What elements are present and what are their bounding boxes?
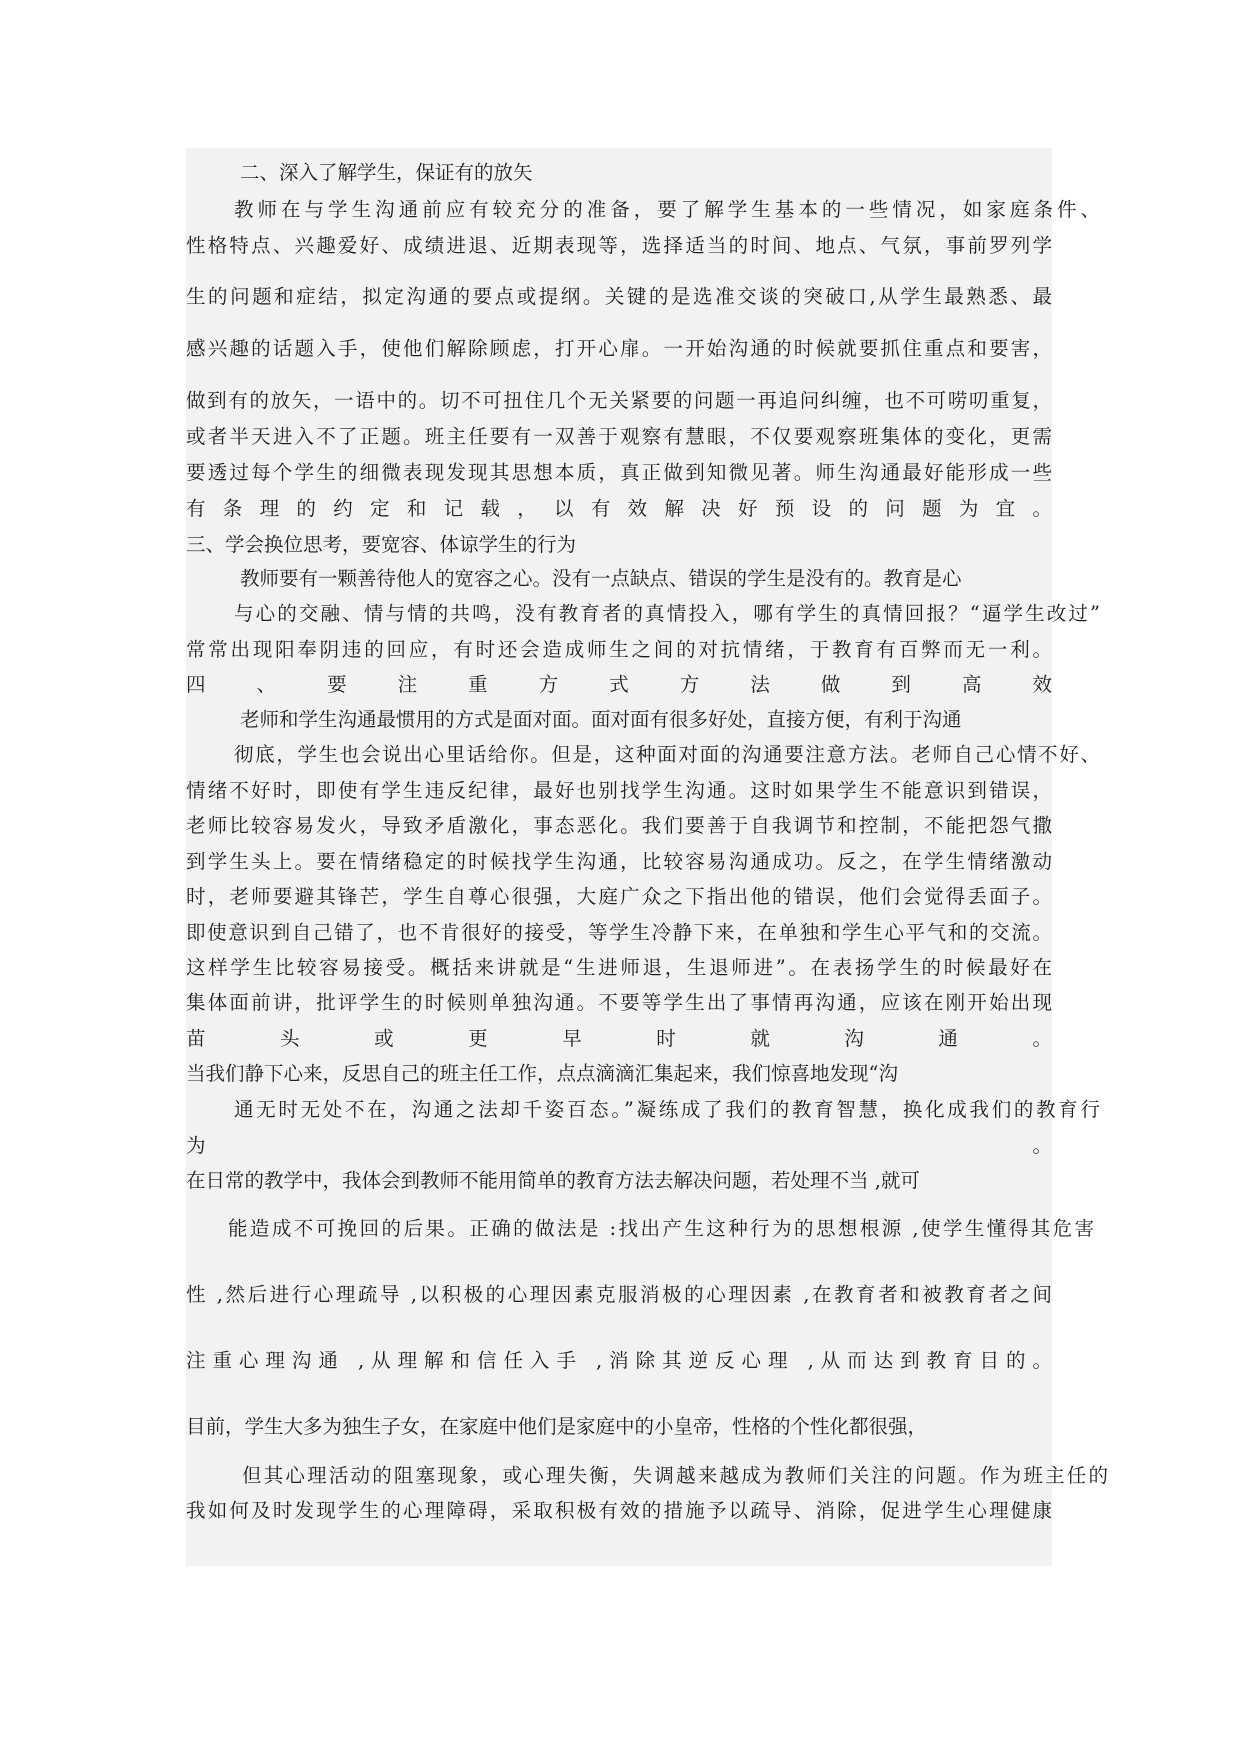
text-line: 通无时无处不在，沟通之法却千姿百态。”凝练成了我们的教育智慧，换化成我们的教育行 xyxy=(234,1098,1100,1121)
text-line: 与心的交融、情与情的共鸣，没有教育者的真情投入，哪有学生的真情回报？“逼学生改过” xyxy=(234,602,1100,625)
text-line: 彻底，学生也会说出心里话给你。但是，这种面对面的沟通要注意方法。老师自己心情不好、 xyxy=(234,743,1100,766)
text-line: 情绪不好时，即使有学生违反纪律，最好也别找学生沟通。这时如果学生不能意识到错误， xyxy=(186,779,1052,802)
text-line: 即使意识到自己错了，也不肯很好的接受，等学生冷静下来，在单独和学生心平气和的交流。 xyxy=(186,921,1052,944)
text-line: 目前，学生大多为独生子女，在家庭中他们是家庭中的小皇帝，性格的个性化都很强， xyxy=(186,1415,928,1438)
text-line: 集体面前讲，批评学生的时候则单独沟通。不要等学生出了事情再沟通，应该在刚开始出现 xyxy=(186,991,1052,1014)
text-line: 做到有的放矢，一语中的。切不可扭住几个无关紧要的问题一再追问纠缠，也不可唠叨重复， xyxy=(186,389,1052,412)
text-line: 或者半天进入不了正题。班主任要有一双善于观察有慧眼，不仅要观察班集体的变化，更需 xyxy=(186,425,1052,448)
section-heading: 老师和学生沟通最惯用的方式是面对面。面对面有很多好处，直接方便，有利于沟通 xyxy=(240,708,962,731)
text-line: 注重心理沟通 ,从理解和信任入手 ,消除其逆反心理 ,从而达到教育目的。 xyxy=(186,1349,1052,1372)
text-line: 为。 xyxy=(186,1134,1052,1157)
text-line: 有条理的约定和记载，以有效解决好预设的问题为宜。 xyxy=(186,497,1052,520)
text-line: 教师在与学生沟通前应有较充分的准备，要了解学生基本的一些情况，如家庭条件、 xyxy=(234,198,1100,221)
text-line: 要透过每个学生的细微表现发现其思想本质，真正做到知微见著。师生沟通最好能形成一些 xyxy=(186,461,1052,484)
text-line: 到学生头上。要在情绪稳定的时候找学生沟通，比较容易沟通成功。反之，在学生情绪激动 xyxy=(186,850,1052,873)
text-line: 性 ,然后进行心理疏导 ,以积极的心理因素克服消极的心理因素 ,在教育者和被教育者之间 xyxy=(186,1283,1052,1306)
text-line: 性格特点、兴趣爱好、成绩进退、近期表现等，选择适当的时间、地点、气氛，事前罗列学 xyxy=(186,234,1052,257)
text-line: 常常出现阳奉阴违的回应，有时还会造成师生之间的对抗情绪，于教育有百弊而无一利。 xyxy=(186,638,1052,661)
text-line: 老师比较容易发火，导致矛盾激化，事态恶化。我们要善于自我调节和控制，不能把怨气撒 xyxy=(186,814,1052,837)
text-line: 这样学生比较容易接受。概括来讲就是“生进师退，生退师进”。在表扬学生的时候最好在 xyxy=(186,956,1052,979)
section-heading: 二、深入了解学生，保证有的放矢 xyxy=(240,161,533,184)
text-line: 在日常的教学中，我体会到教师不能用简单的教育方法去解决问题，若处理不当 ,就可 xyxy=(186,1169,920,1192)
text-line: 当我们静下心来，反思自己的班主任工作，点点滴滴汇集起来，我们惊喜地发现“沟 xyxy=(186,1062,898,1085)
text-line: 四、要注重方式方法做到高效 xyxy=(186,673,1052,696)
text-line: 我如何及时发现学生的心理障碍，采取积极有效的措施予以疏导、消除，促进学生心理健康 xyxy=(186,1499,1052,1522)
text-line: 能造成不可挽回的后果。正确的做法是 :找出产生这种行为的思想根源 ,使学生懂得其危害 xyxy=(228,1217,1094,1240)
text-line: 三、学会换位思考，要宽容、体谅学生的行为 xyxy=(186,533,577,556)
section-heading: 教师要有一颗善待他人的宽容之心。没有一点缺点、错误的学生是没有的。教育是心 xyxy=(240,567,962,590)
text-line: 时，老师要避其锋芒，学生自尊心很强，大庭广众之下指出他的错误，他们会觉得丢面子。 xyxy=(186,885,1052,908)
text-line: 感兴趣的话题入手，使他们解除顾虑，打开心扉。一开始沟通的时候就要抓住重点和要害， xyxy=(186,337,1052,360)
text-line: 苗头或更早时就沟通。 xyxy=(186,1027,1052,1050)
document-body xyxy=(186,148,1108,1566)
text-line: 但其心理活动的阻塞现象，或心理失衡，失调越来越成为教师们关注的问题。作为班主任的 xyxy=(242,1464,1108,1487)
text-line: 生的问题和症结，拟定沟通的要点或提纲。关键的是选准交谈的突破口,从学生最熟悉、最 xyxy=(186,285,1052,308)
